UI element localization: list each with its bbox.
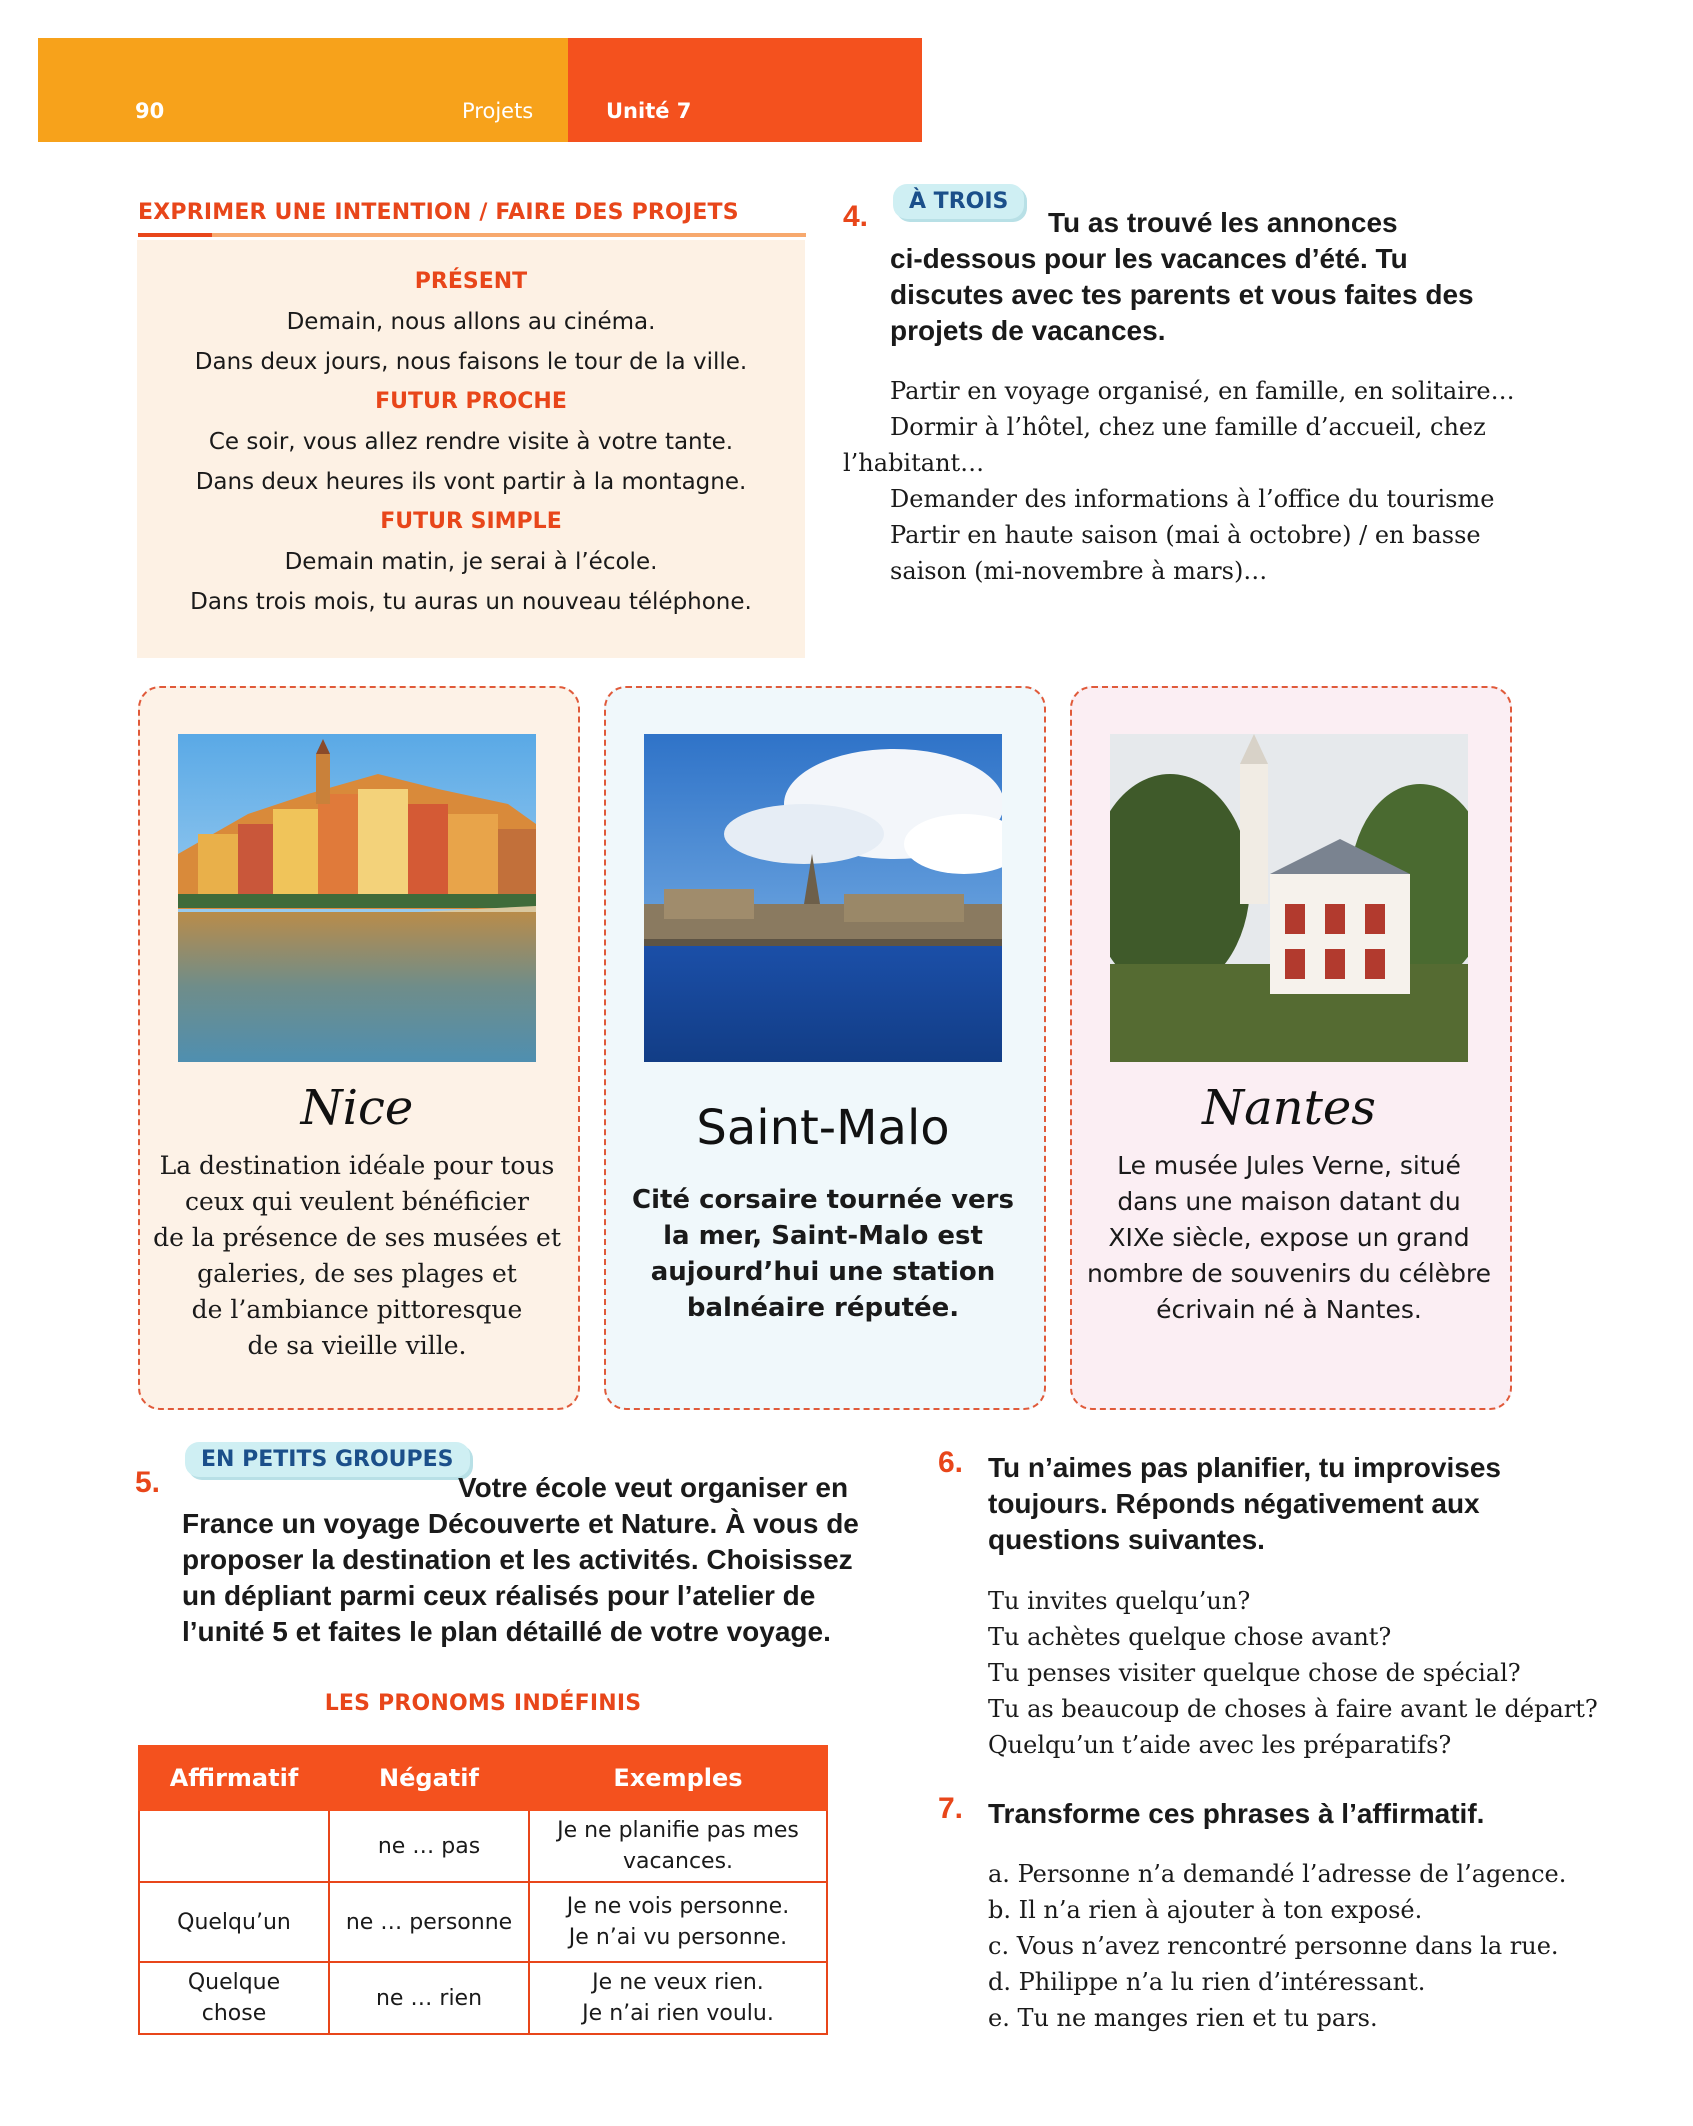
table-row — [139, 1810, 827, 1882]
ex7-items — [988, 1856, 1566, 2036]
affirm-line: Quelque — [187, 1970, 281, 1995]
card-nice-line: de l’ambiance pittoresque — [191, 1295, 523, 1324]
nantes-photo — [1110, 734, 1468, 1062]
card-nice-line: de la présence de ses musées et — [153, 1223, 561, 1252]
grammar-heading: FUTUR PROCHE — [375, 389, 567, 414]
ex6-line: toujours. Réponds négativement aux — [988, 1488, 1480, 1519]
ex7-item: c. Vous n’avez rencontré personne dans la rue. — [988, 1932, 1559, 1960]
table-header: Exemples — [529, 1746, 827, 1810]
page-number: 90 — [135, 99, 165, 123]
ex7-item: d. Philippe n’a lu rien d’intéressant. — [988, 1968, 1426, 1996]
ex4-number: 4. — [843, 200, 869, 233]
table-cell — [529, 1882, 827, 1962]
table-cell — [529, 1810, 827, 1882]
card-nantes-desc — [1070, 1148, 1508, 1328]
ex7-instruction: Transforme ces phrases à l’affirmatif. — [988, 1798, 1485, 1829]
card-saint-malo-city: Saint-Malo — [696, 1100, 950, 1156]
ex6-question: Tu achètes quelque chose avant? — [988, 1623, 1392, 1651]
card-nantes-line: écrivain né à Nantes. — [1156, 1295, 1422, 1324]
table-header: Affirmatif — [139, 1746, 329, 1810]
table-header-row — [139, 1746, 827, 1810]
header-section: Projets — [462, 99, 534, 123]
card-saint-malo-line: Cité corsaire tournée vers — [632, 1185, 1014, 1215]
ex6-line: questions suivantes. — [988, 1524, 1265, 1555]
table-cell — [139, 1962, 329, 2034]
card-nice-line: ceux qui veulent bénéficier — [184, 1187, 529, 1216]
ex6-question: Quelqu’un t’aide avec les préparatifs? — [988, 1731, 1452, 1759]
ex5-line: l’unité 5 et faites le plan détaillé de votre voyage. — [182, 1616, 831, 1647]
ex7-item: a. Personne n’a demandé l’adresse de l’agence. — [988, 1860, 1567, 1888]
example-line: Je ne planifie pas mes — [557, 1818, 799, 1843]
card-nantes-line: XIXe siècle, expose un grand — [1108, 1223, 1470, 1252]
card-saint-malo-line: aujourd’hui une station — [650, 1257, 996, 1287]
grammar-line: Dans deux jours, nous faisons le tour de la ville. — [194, 349, 748, 375]
card-nantes-line: dans une maison datant du — [1117, 1187, 1461, 1216]
ex4-instruction-2: ci-dessous pour les vacances d’été. Tu — [890, 243, 1408, 274]
ex4-line: Partir en voyage organisé, en famille, en solitaire… — [890, 377, 1515, 405]
grammar-line: Demain matin, je serai à l’école. — [284, 549, 658, 575]
grammar-line: Dans trois mois, tu auras un nouveau téléphone. — [190, 589, 752, 615]
grammar-rule-accent — [138, 233, 212, 237]
card-nice-line: galeries, de ses plages et — [197, 1259, 517, 1288]
ex4-instruction-1: Tu as trouvé les annonces — [1048, 207, 1398, 238]
ex5-number: 5. — [135, 1466, 161, 1499]
ex5-line: un dépliant parmi ceux réalisés pour l’atelier de — [182, 1580, 816, 1611]
ex5-badge: EN PETITS GROUPES — [185, 1442, 470, 1477]
ex4-line: Partir en haute saison (mai à octobre) / en basse — [890, 521, 1481, 549]
ex4-badge: À TROIS — [893, 184, 1024, 219]
ex6-question: Tu invites quelqu’un? — [988, 1587, 1251, 1615]
pronouns-title: LES PRONOMS INDÉFINIS — [324, 1691, 642, 1716]
table-row — [139, 1962, 827, 2034]
grammar-heading: FUTUR SIMPLE — [380, 509, 562, 534]
card-nice-line: La destination idéale pour tous — [159, 1151, 555, 1180]
example-line: Je ne vois personne. — [566, 1894, 790, 1919]
example-line: Je n’ai rien voulu. — [582, 2001, 774, 2026]
card-nice-line: de sa vieille ville. — [247, 1331, 467, 1360]
ex6-questions — [988, 1583, 1598, 1763]
ex5-line: France un voyage Découverte et Nature. À vous de — [182, 1508, 859, 1539]
grammar-title: EXPRIMER UNE INTENTION / FAIRE DES PROJETS — [138, 200, 739, 225]
example-line: Je n’ai vu personne. — [568, 1925, 788, 1950]
pronouns-table — [138, 1745, 828, 2035]
card-saint-malo-line: la mer, Saint-Malo est — [663, 1221, 983, 1251]
table-cell: Quelqu’un — [139, 1882, 329, 1962]
ex6-line: Tu n’aimes pas planifier, tu improvises — [988, 1452, 1501, 1483]
ex4-line: Dormir à l’hôtel, chez une famille d’accueil, chez — [890, 413, 1486, 441]
table-cell: ne … personne — [329, 1882, 529, 1962]
card-saint-malo-desc — [604, 1182, 1042, 1326]
grammar-line: Dans deux heures ils vont partir à la montagne. — [195, 469, 747, 495]
ex6-number: 6. — [938, 1446, 964, 1479]
ex5-line: Votre école veut organiser en — [458, 1472, 849, 1503]
ex4-line: saison (mi-novembre à mars)… — [890, 557, 1268, 585]
header-band-left — [38, 38, 568, 142]
header-unit: Unité 7 — [606, 99, 692, 123]
grammar-rule — [138, 233, 806, 237]
ex4-line: l’habitant… — [843, 449, 985, 477]
ex4-instruction-4: projets de vacances. — [890, 315, 1166, 346]
table-cell: ne … rien — [329, 1962, 529, 2034]
card-saint-malo-line: balnéaire réputée. — [686, 1293, 960, 1323]
ex4-line: Demander des informations à l’office du tourisme — [890, 485, 1495, 513]
saint-malo-photo — [644, 734, 1002, 1062]
ex7-number: 7. — [938, 1792, 964, 1825]
ex4-instruction-3: discutes avec tes parents et vous faites des — [890, 279, 1474, 310]
example-line: Je ne veux rien. — [592, 1970, 764, 1995]
table-row — [139, 1882, 827, 1962]
ex7-item: e. Tu ne manges rien et tu pars. — [988, 2004, 1378, 2032]
header-band-right — [568, 38, 922, 142]
card-nantes-city: Nantes — [1202, 1080, 1376, 1136]
table-cell — [529, 1962, 827, 2034]
ex6-question: Tu penses visiter quelque chose de spécial? — [988, 1659, 1521, 1687]
ex5-line: proposer la destination et les activités. Choisissez — [182, 1544, 853, 1575]
table-cell: ne … pas — [329, 1810, 529, 1882]
nice-photo — [178, 734, 536, 1062]
table-cell — [139, 1810, 329, 1882]
ex6-question: Tu as beaucoup de choses à faire avant le départ? — [988, 1695, 1598, 1723]
ex7-item: b. Il n’a rien à ajouter à ton exposé. — [988, 1896, 1423, 1924]
card-nantes-line: Le musée Jules Verne, situé — [1117, 1151, 1461, 1180]
card-nantes-line: nombre de souvenirs du célèbre — [1086, 1259, 1492, 1288]
grammar-heading: PRÉSENT — [414, 269, 528, 294]
example-line: vacances. — [622, 1849, 734, 1874]
grammar-line: Ce soir, vous allez rendre visite à votre tante. — [208, 429, 734, 455]
card-nice-desc — [138, 1148, 576, 1364]
grammar-lines — [137, 262, 805, 622]
affirm-line: chose — [201, 2001, 267, 2026]
table-header: Négatif — [329, 1746, 529, 1810]
grammar-line: Demain, nous allons au cinéma. — [286, 309, 656, 335]
card-nice-city: Nice — [300, 1080, 414, 1136]
